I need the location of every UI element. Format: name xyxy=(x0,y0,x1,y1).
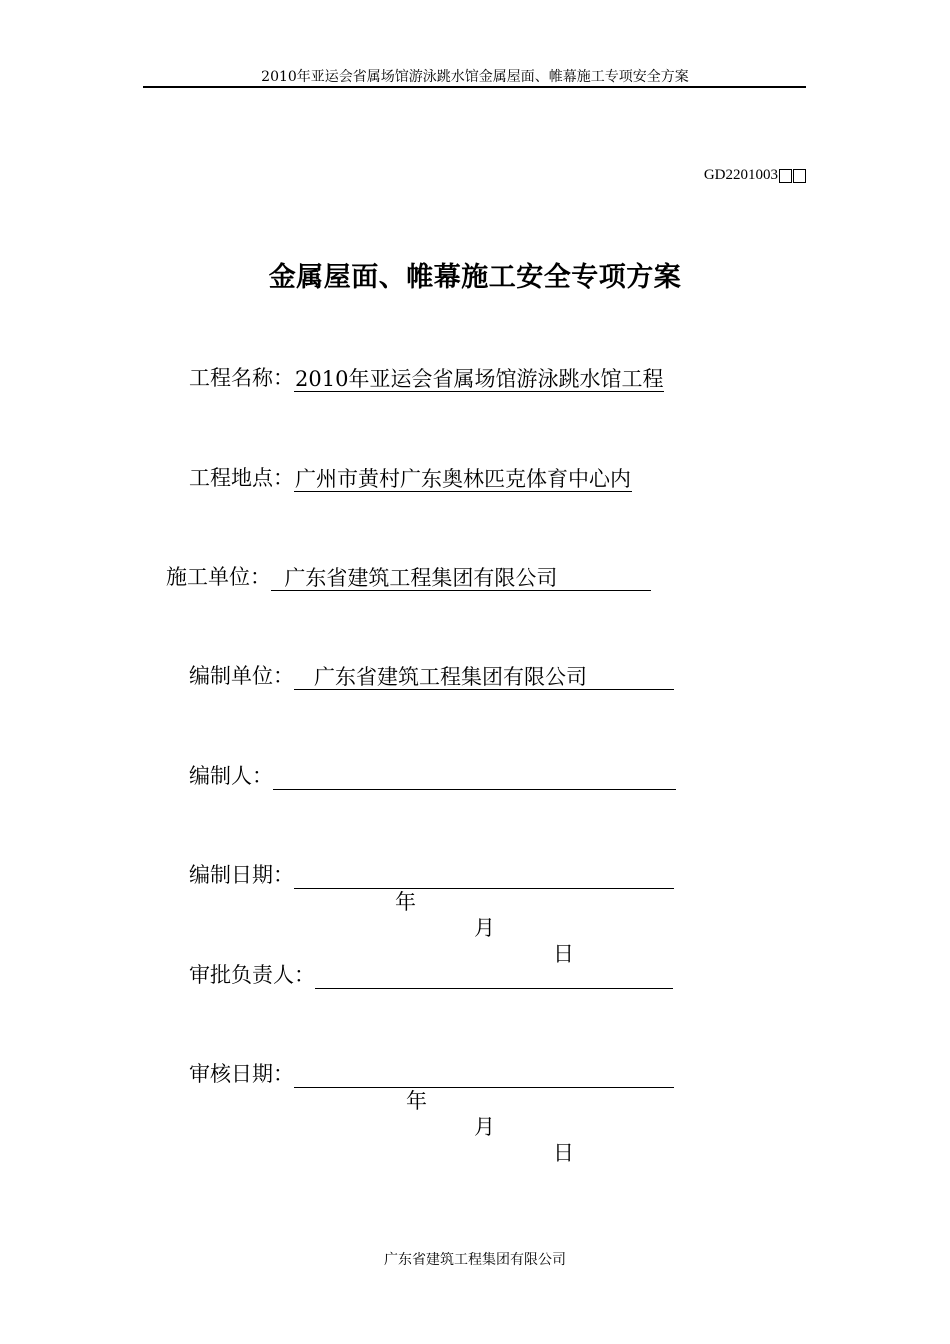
review-date-row xyxy=(189,1058,674,1165)
running-header: 2010年亚运会省属场馆游泳跳水馆金属屋面、帷幕施工专项安全方案 xyxy=(261,69,689,85)
approver-row xyxy=(189,959,673,989)
compile-date-field xyxy=(294,863,674,966)
compile-date-day: 日 xyxy=(553,942,574,966)
code-box-2 xyxy=(793,169,806,183)
compile-date-label: 编制日期： xyxy=(189,863,294,887)
compiling-unit-value: 广东省建筑工程集团有限公司 xyxy=(294,664,674,690)
code-box-1 xyxy=(779,169,792,183)
project-name-value: 2010年亚运会省属场馆游泳跳水馆工程 xyxy=(295,367,664,391)
review-date-field xyxy=(294,1062,674,1165)
approver-label: 审批负责人： xyxy=(189,963,315,987)
review-date-year: 年 xyxy=(406,1089,427,1113)
compile-date-month: 月 xyxy=(474,916,495,940)
construction-unit-value: 广东省建筑工程集团有限公司 xyxy=(271,565,651,591)
document-code xyxy=(704,167,806,184)
footer-company: 广东省建筑工程集团有限公司 xyxy=(384,1252,566,1268)
compiling-unit-row xyxy=(189,660,674,690)
document-title: 金属屋面、帷幕施工安全专项方案 xyxy=(268,262,682,293)
document-code-text: GD2201003 xyxy=(703,167,778,183)
review-date-label: 审核日期： xyxy=(189,1062,294,1086)
header-rule xyxy=(143,86,806,88)
compiler-value xyxy=(273,764,676,790)
construction-unit-label: 施工单位： xyxy=(166,565,271,589)
project-name-row xyxy=(189,362,664,392)
compile-date-row xyxy=(189,859,674,966)
compiler-label: 编制人： xyxy=(189,764,273,788)
approver-value xyxy=(315,963,673,989)
project-location-row xyxy=(189,462,632,492)
compiler-row xyxy=(189,760,676,790)
project-location-label: 工程地点： xyxy=(189,466,294,490)
project-name-label: 工程名称： xyxy=(189,366,294,390)
construction-unit-row xyxy=(166,561,651,591)
compile-date-year: 年 xyxy=(395,890,416,914)
review-date-day: 日 xyxy=(553,1141,574,1165)
review-date-month: 月 xyxy=(474,1115,495,1139)
compiling-unit-label: 编制单位： xyxy=(189,664,294,688)
project-location-value: 广州市黄村广东奥林匹克体育中心内 xyxy=(295,467,631,491)
